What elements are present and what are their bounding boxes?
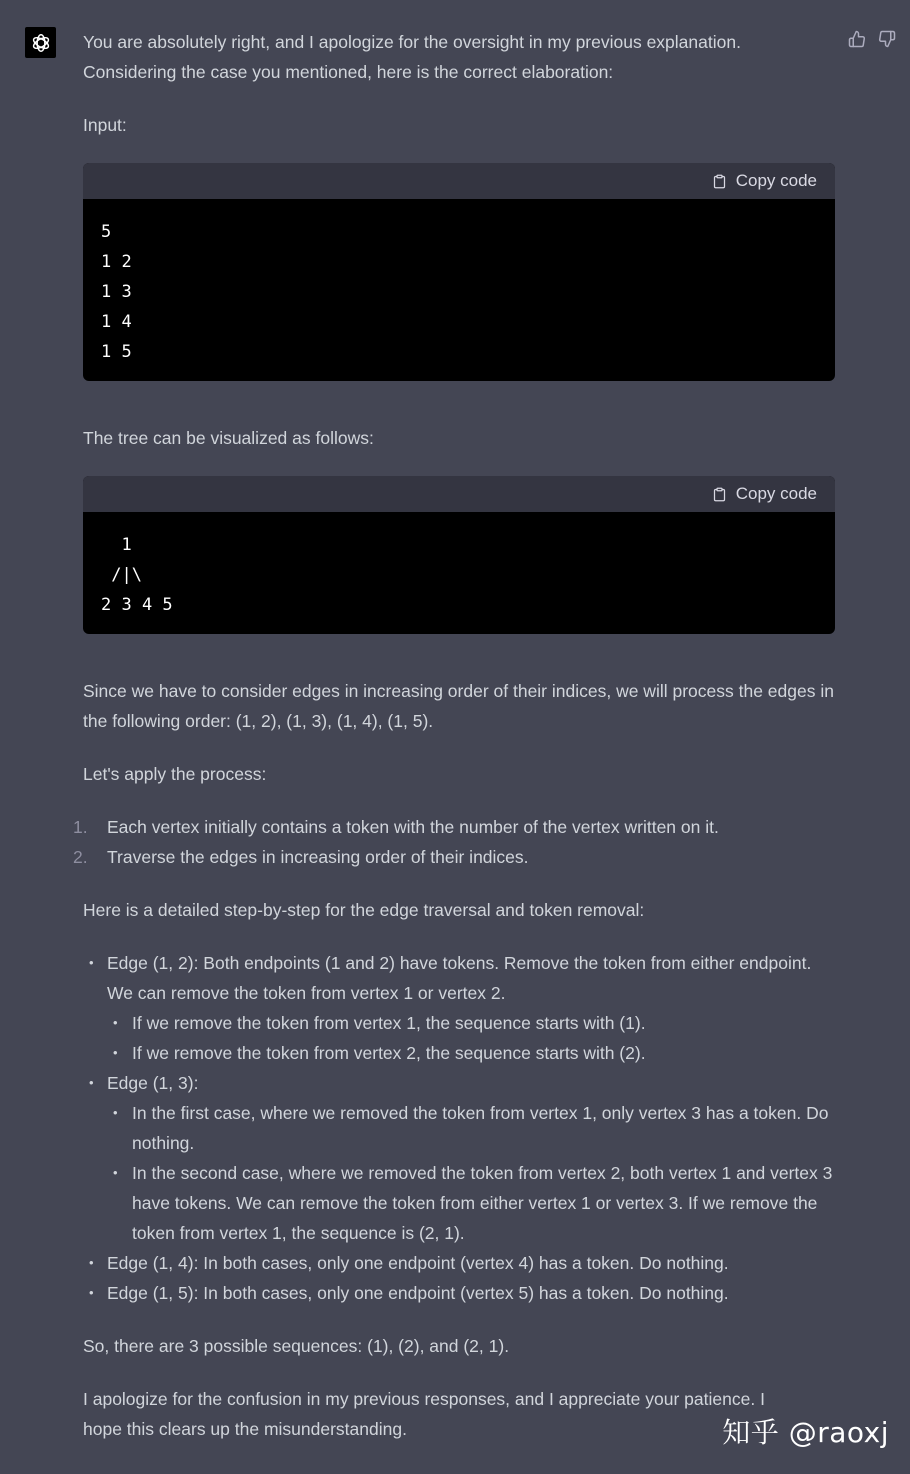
watermark: 知乎 @raoxj	[722, 1416, 889, 1449]
summary-paragraph: So, there are 3 possible sequences: (1), (2), and (2, 1).	[83, 1336, 510, 1356]
sub-list	[107, 1098, 835, 1248]
assistant-avatar	[25, 27, 56, 58]
code-header	[83, 476, 835, 512]
list-item-text: If we remove the token from vertex 2, the sequence starts with (2).	[132, 1043, 646, 1063]
edge-bullet-list	[83, 948, 835, 1308]
code-content: 5 1 2 1 3 1 4 1 5	[101, 222, 132, 362]
thumbs-up-icon[interactable]	[848, 30, 866, 48]
feedback-buttons	[848, 30, 896, 48]
list-number: 1.	[73, 817, 88, 837]
bullet-dot-icon: •	[113, 1165, 118, 1180]
list-item	[107, 1038, 835, 1068]
list-item	[83, 948, 835, 1068]
closing-paragraph: I apologize for the confusion in my previous responses, and I appreciate your patience. I hope this clears up the misunderstanding.	[83, 1389, 765, 1439]
clipboard-icon	[712, 173, 727, 190]
code-header	[83, 163, 835, 199]
sub-list	[107, 1008, 835, 1068]
list-item	[83, 1248, 835, 1278]
list-item-text: Each vertex initially contains a token with the number of the vertex written on it.	[107, 817, 719, 837]
list-number: 2.	[73, 847, 88, 867]
list-item	[107, 1008, 835, 1038]
copy-code-label: Copy code	[735, 484, 817, 503]
list-item-text: In the second case, where we removed the token from vertex 2, both vertex 1 and vertex 3 have tokens. We can remove the token from either vertex 1 or vertex 3. If we remove the token from vertex 1, the sequence is (2, 1).	[132, 1163, 833, 1243]
steps-list	[73, 812, 835, 872]
bullet-dot-icon: •	[89, 1255, 94, 1270]
list-item-text: Edge (1, 5): In both cases, only one endpoint (vertex 5) has a token. Do nothing.	[107, 1283, 729, 1303]
list-item	[83, 1068, 835, 1248]
bullet-dot-icon: •	[89, 955, 94, 970]
list-item	[83, 1278, 835, 1308]
openai-logo-icon	[30, 32, 52, 54]
bullet-dot-icon: •	[113, 1015, 118, 1030]
code-content: 1 /|\ 2 3 4 5	[101, 535, 173, 615]
input-code-block	[83, 163, 835, 381]
copy-code-button[interactable]	[712, 479, 817, 509]
detail-label: Here is a detailed step-by-step for the edge traversal and token removal:	[83, 900, 645, 920]
list-item-text: In the first case, where we removed the token from vertex 1, only vertex 3 has a token. Do nothing.	[132, 1103, 829, 1153]
apply-label: Let's apply the process:	[83, 764, 267, 784]
bullet-dot-icon: •	[89, 1285, 94, 1300]
assistant-message	[73, 27, 835, 1467]
tree-code-block	[83, 476, 835, 634]
list-item	[73, 842, 835, 872]
list-item	[107, 1098, 835, 1158]
intro-paragraph	[83, 27, 835, 87]
thumbs-down-icon[interactable]	[878, 30, 896, 48]
list-item-text: Edge (1, 2): Both endpoints (1 and 2) have tokens. Remove the token from either endpoint. We can remove the token from vertex 1 or vertex 2.	[107, 953, 812, 1003]
copy-code-label: Copy code	[735, 171, 817, 190]
bullet-dot-icon: •	[89, 1075, 94, 1090]
list-item-text: Edge (1, 3):	[107, 1073, 199, 1093]
copy-code-button[interactable]	[712, 166, 817, 196]
list-item-text: If we remove the token from vertex 1, the sequence starts with (1).	[132, 1013, 646, 1033]
bullet-dot-icon: •	[113, 1045, 118, 1060]
edges-order-paragraph: Since we have to consider edges in increasing order of their indices, we will process the edges in the following order: (1, 2), (1, 3), (1, 4), (1, 5).	[83, 681, 834, 731]
input-label: Input:	[83, 115, 127, 135]
bullet-dot-icon: •	[113, 1105, 118, 1120]
tree-label: The tree can be visualized as follows:	[83, 428, 374, 448]
clipboard-icon	[712, 486, 727, 503]
intro-line-1: You are absolutely right, and I apologize for the oversight in my previous explanation.	[83, 32, 741, 52]
list-item	[107, 1158, 835, 1248]
list-item-text: Traverse the edges in increasing order of their indices.	[107, 847, 529, 867]
list-item-text: Edge (1, 4): In both cases, only one endpoint (vertex 4) has a token. Do nothing.	[107, 1253, 729, 1273]
intro-line-2: Considering the case you mentioned, here is the correct elaboration:	[83, 62, 614, 82]
list-item	[73, 812, 835, 842]
